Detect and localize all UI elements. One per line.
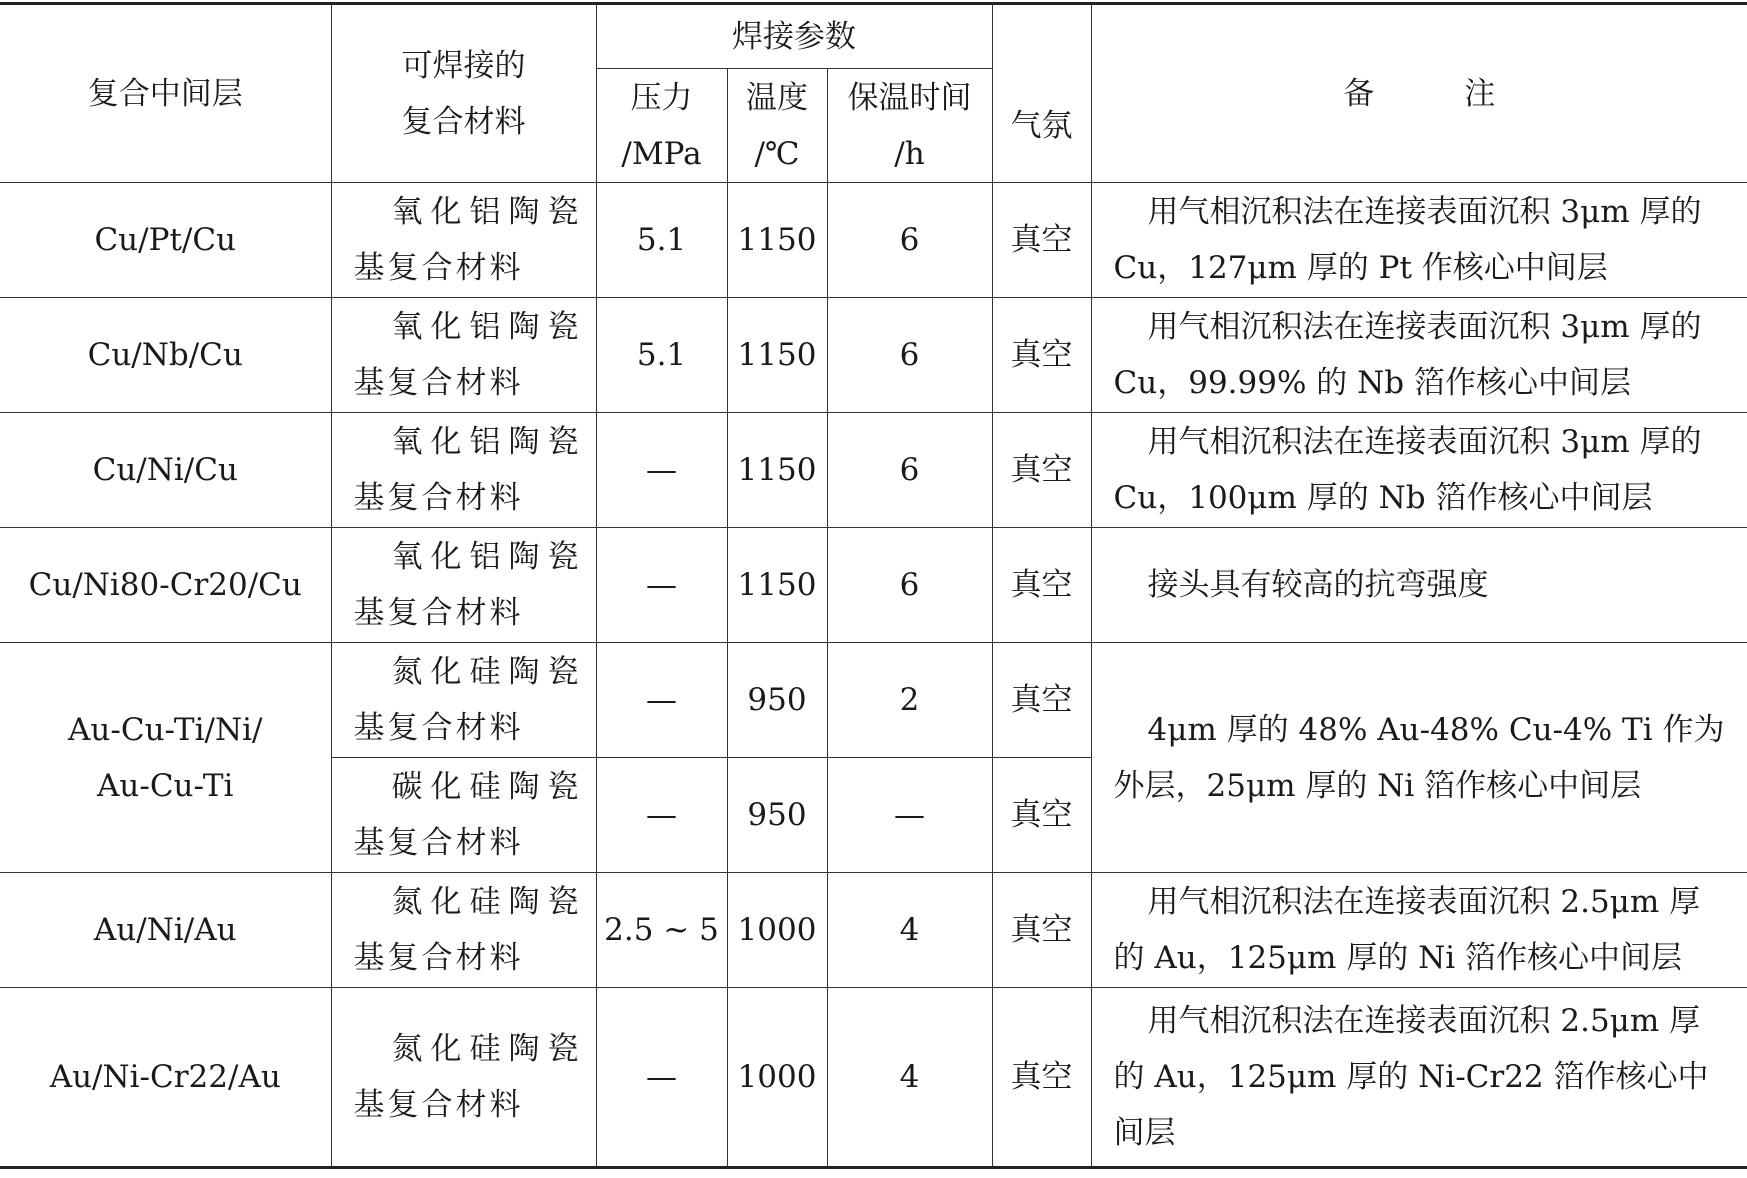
cell-layer: Au/Ni/Au bbox=[0, 873, 331, 988]
cell-atmosphere: 真空 bbox=[992, 758, 1091, 873]
cell-hold: 2 bbox=[827, 643, 992, 758]
header-temp-line2: /℃ bbox=[754, 135, 800, 172]
cell-temp: 1000 bbox=[727, 873, 827, 988]
cell-remark bbox=[1091, 183, 1747, 298]
header-material-line2: 复合材料 bbox=[401, 103, 526, 140]
cell-temp: 1150 bbox=[727, 183, 827, 298]
cell-layer-line1: Au-Cu-Ti/Ni/ bbox=[68, 711, 263, 748]
table-row bbox=[0, 528, 1747, 643]
cell-remark bbox=[1091, 643, 1747, 873]
cell-pressure: — bbox=[596, 988, 727, 1168]
header-layer: 复合中间层 bbox=[0, 4, 331, 183]
cell-pressure: 5.1 bbox=[596, 298, 727, 413]
cell-material-line2: 基复合材料 bbox=[353, 710, 524, 746]
cell-atmosphere: 真空 bbox=[992, 183, 1091, 298]
cell-atmosphere: 真空 bbox=[992, 298, 1091, 413]
cell-material bbox=[331, 643, 596, 758]
cell-material-line2: 基复合材料 bbox=[353, 940, 524, 976]
cell-remark-text: 用气相沉积法在连接表面沉积 2.5μm 厚的 Au，125μm 厚的 Ni-Cr22 箔作核心中间层 bbox=[1113, 1003, 1709, 1151]
cell-atmosphere: 真空 bbox=[992, 988, 1091, 1168]
header-params-group: 焊接参数 bbox=[596, 4, 992, 69]
cell-material-line2: 基复合材料 bbox=[353, 595, 524, 631]
cell-remark-text: 4μm 厚的 48% Au-48% Cu-4% Ti 作为外层，25μm 厚的 Ni 箔作核心中间层 bbox=[1113, 711, 1725, 804]
cell-material bbox=[331, 758, 596, 873]
cell-layer: Cu/Pt/Cu bbox=[0, 183, 331, 298]
cell-material-line1: 氮化硅陶瓷 bbox=[391, 654, 587, 690]
welding-parameters-table bbox=[0, 2, 1747, 1169]
cell-temp: 950 bbox=[727, 643, 827, 758]
cell-hold: 6 bbox=[827, 413, 992, 528]
cell-material bbox=[331, 298, 596, 413]
cell-material bbox=[331, 183, 596, 298]
cell-remark-text: 用气相沉积法在连接表面沉积 3μm 厚的 Cu，127μm 厚的 Pt 作核心中间层 bbox=[1113, 194, 1702, 286]
cell-atmosphere: 真空 bbox=[992, 528, 1091, 643]
cell-remark bbox=[1091, 298, 1747, 413]
cell-layer bbox=[0, 643, 331, 873]
cell-material bbox=[331, 988, 596, 1168]
cell-remark-text: 用气相沉积法在连接表面沉积 3μm 厚的 Cu，100μm 厚的 Nb 箔作核心中间层 bbox=[1113, 424, 1702, 516]
cell-temp: 1150 bbox=[727, 528, 827, 643]
cell-hold: — bbox=[827, 758, 992, 873]
table-row bbox=[0, 183, 1747, 298]
cell-remark bbox=[1091, 988, 1747, 1168]
header-material-line1: 可焊接的 bbox=[401, 47, 526, 84]
cell-layer-line2: Au-Cu-Ti bbox=[97, 767, 234, 804]
cell-layer: Cu/Ni80-Cr20/Cu bbox=[0, 528, 331, 643]
cell-material-line2: 基复合材料 bbox=[353, 480, 524, 516]
cell-material-line2: 基复合材料 bbox=[353, 825, 524, 861]
header-hold bbox=[827, 69, 992, 183]
cell-material-line2: 基复合材料 bbox=[353, 250, 524, 286]
header-row-group bbox=[0, 4, 1747, 69]
cell-remark-text: 用气相沉积法在连接表面沉积 2.5μm 厚的 Au，125μm 厚的 Ni 箔作核心中间层 bbox=[1113, 884, 1701, 976]
cell-pressure: — bbox=[596, 413, 727, 528]
cell-temp: 1150 bbox=[727, 298, 827, 413]
cell-hold: 4 bbox=[827, 873, 992, 988]
cell-layer: Cu/Ni/Cu bbox=[0, 413, 331, 528]
header-temp bbox=[727, 69, 827, 183]
table-row bbox=[0, 988, 1747, 1168]
table-row bbox=[0, 298, 1747, 413]
cell-material-line2: 基复合材料 bbox=[353, 1087, 524, 1123]
cell-hold: 6 bbox=[827, 528, 992, 643]
cell-material-line1: 氧化铝陶瓷 bbox=[391, 194, 587, 230]
cell-remark-text: 用气相沉积法在连接表面沉积 3μm 厚的 Cu，99.99% 的 Nb 箔作核心中间层 bbox=[1113, 309, 1702, 401]
header-pressure-line1: 压力 bbox=[630, 79, 693, 116]
cell-material-line1: 碳化硅陶瓷 bbox=[391, 769, 587, 805]
header-hold-line2: /h bbox=[894, 135, 925, 172]
cell-temp: 1000 bbox=[727, 988, 827, 1168]
header-pressure-line2: /MPa bbox=[621, 135, 702, 172]
cell-pressure: — bbox=[596, 758, 727, 873]
cell-pressure: — bbox=[596, 643, 727, 758]
cell-hold: 6 bbox=[827, 183, 992, 298]
cell-atmosphere: 真空 bbox=[992, 643, 1091, 758]
cell-material bbox=[331, 413, 596, 528]
header-atmosphere: 气氛 bbox=[992, 4, 1091, 183]
cell-pressure: 2.5 ~ 5 bbox=[596, 873, 727, 988]
table-row bbox=[0, 873, 1747, 988]
cell-pressure: — bbox=[596, 528, 727, 643]
cell-hold: 6 bbox=[827, 298, 992, 413]
table-row bbox=[0, 413, 1747, 528]
cell-material-line1: 氮化硅陶瓷 bbox=[391, 1031, 587, 1067]
cell-remark bbox=[1091, 873, 1747, 988]
cell-layer: Au/Ni-Cr22/Au bbox=[0, 988, 331, 1168]
cell-material-line1: 氮化硅陶瓷 bbox=[391, 884, 587, 920]
header-remark: 备注 bbox=[1091, 4, 1747, 183]
cell-material-line2: 基复合材料 bbox=[353, 365, 524, 401]
cell-pressure: 5.1 bbox=[596, 183, 727, 298]
cell-remark bbox=[1091, 413, 1747, 528]
header-temp-line1: 温度 bbox=[746, 79, 808, 116]
cell-remark-text: 接头具有较高的抗弯强度 bbox=[1147, 567, 1489, 603]
cell-material bbox=[331, 528, 596, 643]
cell-atmosphere: 真空 bbox=[992, 413, 1091, 528]
cell-remark bbox=[1091, 528, 1747, 643]
cell-material-line1: 氧化铝陶瓷 bbox=[391, 539, 587, 575]
header-pressure bbox=[596, 69, 727, 183]
cell-atmosphere: 真空 bbox=[992, 873, 1091, 988]
header-hold-line1: 保温时间 bbox=[847, 79, 972, 116]
cell-layer: Cu/Nb/Cu bbox=[0, 298, 331, 413]
cell-temp: 1150 bbox=[727, 413, 827, 528]
table-row bbox=[0, 643, 1747, 758]
cell-material-line1: 氧化铝陶瓷 bbox=[391, 309, 587, 345]
cell-temp: 950 bbox=[727, 758, 827, 873]
header-material bbox=[331, 4, 596, 183]
cell-hold: 4 bbox=[827, 988, 992, 1168]
cell-material-line1: 氧化铝陶瓷 bbox=[391, 424, 587, 460]
cell-material bbox=[331, 873, 596, 988]
